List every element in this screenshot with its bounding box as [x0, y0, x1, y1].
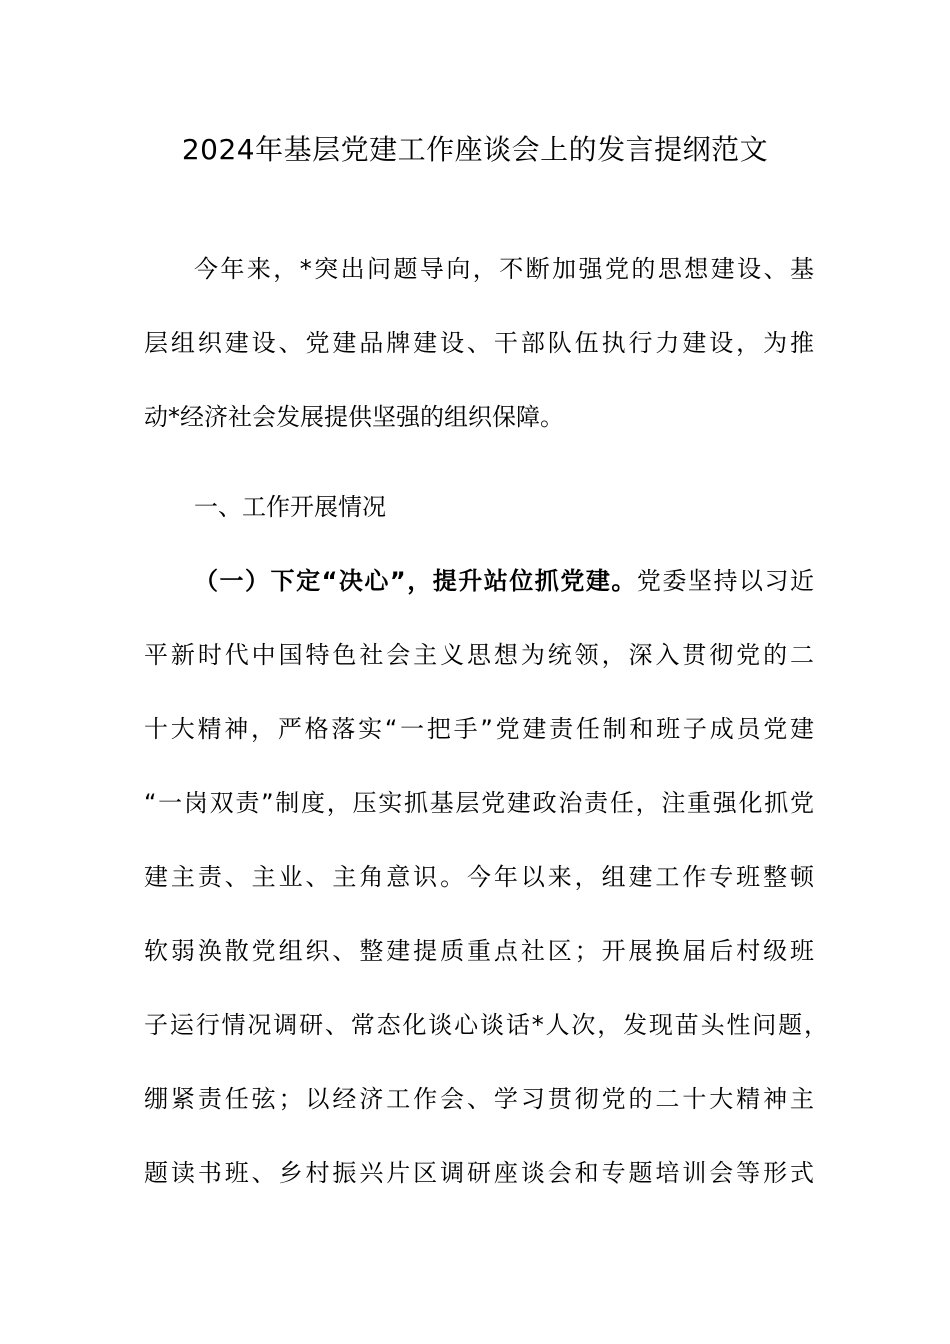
subsection-first-line-rest: 党委坚持以习近 [636, 567, 815, 595]
body-line-1: 平新时代中国特色社会主义思想为统领，深入贯彻党的二 [144, 641, 814, 669]
body-line-8: 题读书班、乡村振兴片区调研座谈会和专题培训会等形式 [144, 1159, 814, 1187]
subsection-first-line [194, 563, 814, 599]
document-title: 2024年基层党建工作座谈会上的发言提纲范文 [181, 133, 769, 166]
intro-line-3: 动*经济社会发展提供坚强的组织保障。 [144, 403, 564, 431]
body-line-7: 绷紧责任弦；以经济工作会、学习贯彻党的二十大精神主 [144, 1085, 814, 1113]
body-line-3: “一岗双责”制度，压实抓基层党建政治责任，注重强化抓党 [144, 789, 814, 817]
section-heading: 一、工作开展情况 [194, 493, 386, 521]
body-line-2: 十大精神，严格落实“一把手”党建责任制和班子成员党建 [144, 715, 814, 743]
subsection-bold-lead: （一）下定“决心”，提升站位抓党建。 [194, 567, 637, 595]
intro-line-2: 层组织建设、党建品牌建设、干部队伍执行力建设，为推 [144, 329, 814, 357]
body-line-5: 软弱涣散党组织、整建提质重点社区；开展换届后村级班 [144, 937, 814, 965]
body-line-6: 子运行情况调研、常态化谈心谈话*人次，发现苗头性问题， [144, 1011, 828, 1039]
intro-line-1: 今年来，*突出问题导向，不断加强党的思想建设、基 [194, 255, 814, 283]
body-line-4: 建主责、主业、主角意识。今年以来，组建工作专班整顿 [144, 863, 814, 891]
